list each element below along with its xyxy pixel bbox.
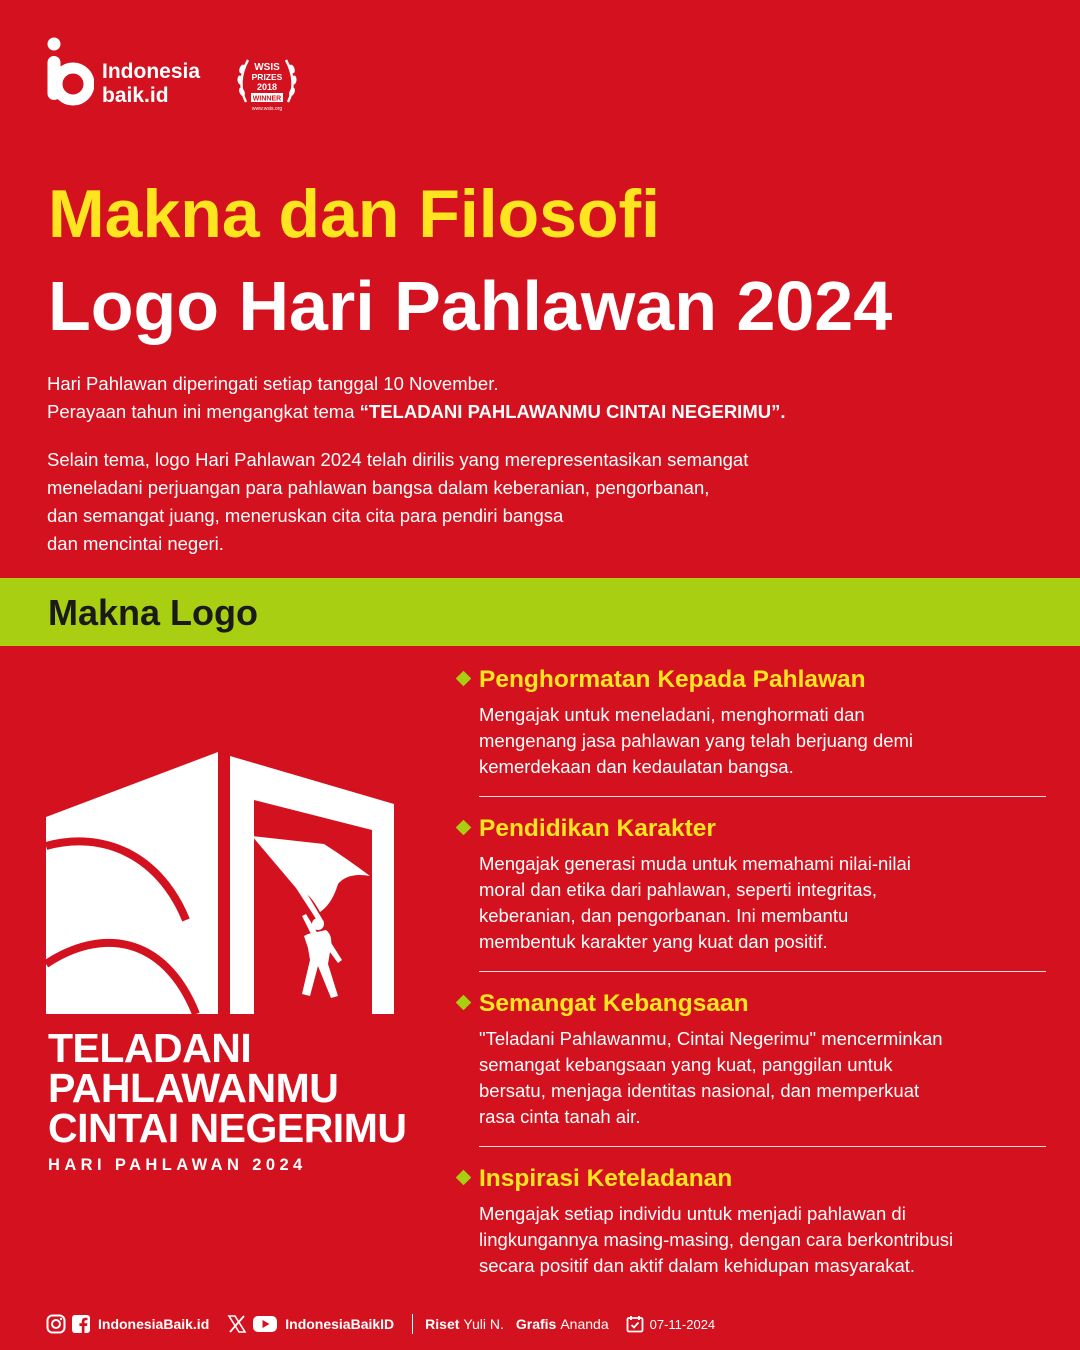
title-line2: Logo Hari Pahlawan 2024 <box>48 267 893 345</box>
logo-wordmark <box>48 1025 448 1175</box>
item-title: Inspirasi Keteladanan <box>479 1165 733 1192</box>
logo-subtitle: HARI PAHLAWAN 2024 <box>48 1156 307 1174</box>
bullet-diamond-icon <box>456 995 472 1011</box>
list-item <box>456 1163 1046 1279</box>
item-desc-line: semangat kebangsaan yang kuat, panggilan untuk <box>479 1054 893 1075</box>
item-desc-line: Mengajak generasi muda untuk memahami nilai-nilai <box>479 853 911 874</box>
award-url: www.wsis.org <box>251 106 283 112</box>
flag-bearer-figure <box>252 836 370 998</box>
item-description <box>479 851 1046 955</box>
indonesiabaik-logo-icon <box>46 36 94 108</box>
divider <box>479 1146 1046 1147</box>
brand-logo <box>46 36 306 120</box>
award-line2: PRIZES <box>251 72 283 82</box>
award-line4: WINNER <box>252 95 282 103</box>
section-band <box>0 578 1080 646</box>
grafis-label: Grafis <box>515 1316 557 1332</box>
intro-paragraph-2 <box>47 446 927 558</box>
intro-line1: Hari Pahlawan diperingati setiap tanggal 10 November. <box>47 373 499 394</box>
item-desc-line: lingkungannya masing-masing, dengan cara berkontribusi <box>479 1229 954 1250</box>
brand-name <box>102 60 200 108</box>
hari-pahlawan-logo-icon <box>46 752 396 1014</box>
x-icon[interactable] <box>227 1314 247 1334</box>
item-desc-line: mengenang jasa pahlawan yang telah berjuang demi <box>479 730 914 751</box>
item-desc-line: Mengajak untuk meneladani, menghormati dan <box>479 704 865 725</box>
item-desc-line: rasa cinta tanah air. <box>479 1106 641 1127</box>
item-desc-line: kemerdekaan dan kedaulatan bangsa. <box>479 756 794 777</box>
list-item <box>456 664 1046 780</box>
intro-p2-line4: dan mencintai negeri. <box>47 533 224 554</box>
instagram-icon[interactable] <box>46 1314 66 1334</box>
title-line1: Makna dan Filosofi <box>48 176 661 252</box>
facebook-icon[interactable] <box>71 1314 91 1334</box>
intro-line2-prefix: Perayaan tahun ini mengangkat tema <box>47 401 360 422</box>
footer-handle-2[interactable]: IndonesiaBaikID <box>285 1316 395 1332</box>
item-desc-line: bersatu, menjaga identitas nasional, dan memperkuat <box>479 1080 920 1101</box>
section-title: Makna Logo <box>48 592 259 633</box>
logo-line3: CINTAI NEGERIMU <box>48 1105 407 1151</box>
brand-name-line2: baik.id <box>102 84 169 107</box>
calendar-icon <box>625 1314 645 1334</box>
bullet-diamond-icon <box>456 671 472 687</box>
footer-separator <box>412 1314 413 1334</box>
item-desc-line: secara positif dan aktif dalam kehidupan masyarakat. <box>479 1255 916 1276</box>
brand-name-line1: Indonesia <box>102 60 201 83</box>
item-desc-line: membentuk karakter yang kuat dan positif. <box>479 931 828 952</box>
wsis-award-badge <box>234 50 300 116</box>
list-item <box>456 988 1046 1130</box>
footer <box>46 1310 1046 1338</box>
item-title: Penghormatan Kepada Pahlawan <box>479 666 866 693</box>
item-description <box>479 702 1046 780</box>
item-desc-line: keberanian, dan pengorbanan. Ini membantu <box>479 905 849 926</box>
page-title <box>48 168 1048 352</box>
award-line1: WSIS <box>254 62 280 73</box>
logo-line2: PAHLAWANMU <box>48 1065 339 1111</box>
item-title: Semangat Kebangsaan <box>479 990 749 1017</box>
divider <box>479 796 1046 797</box>
item-description <box>479 1026 1046 1130</box>
grafis-name: Ananda <box>560 1316 609 1332</box>
intro-paragraph-1 <box>47 370 927 426</box>
item-title: Pendidikan Karakter <box>479 815 716 842</box>
riset-name: Yuli N. <box>463 1316 504 1332</box>
item-desc-line: "Teladani Pahlawanmu, Cintai Negerimu" mencerminkan <box>479 1028 943 1049</box>
item-desc-line: moral dan etika dari pahlawan, seperti integritas, <box>479 879 877 900</box>
item-desc-line: Mengajak setiap individu untuk menjadi pahlawan di <box>479 1203 906 1224</box>
intro-text <box>47 370 927 558</box>
intro-p2-line3: dan semangat juang, meneruskan cita cita para pendiri bangsa <box>47 505 564 526</box>
divider <box>479 971 1046 972</box>
list-item <box>456 813 1046 955</box>
intro-theme: “TELADANI PAHLAWANMU CINTAI NEGERIMU”. <box>359 401 786 422</box>
item-description <box>479 1201 1046 1279</box>
intro-p2-line1: Selain tema, logo Hari Pahlawan 2024 telah dirilis yang merepresentasikan semangat <box>47 449 749 470</box>
youtube-icon[interactable] <box>252 1314 278 1334</box>
riset-label: Riset <box>425 1316 460 1332</box>
footer-handle-1[interactable]: IndonesiaBaik.id <box>98 1316 210 1332</box>
publish-date: 07-11-2024 <box>649 1316 716 1332</box>
intro-p2-line2: meneladani perjuangan para pahlawan bangsa dalam keberanian, pengorbanan, <box>47 477 710 498</box>
bullet-diamond-icon <box>456 1170 472 1186</box>
bullet-diamond-icon <box>456 820 472 836</box>
meaning-list <box>456 664 1046 1279</box>
logo-line1: TELADANI <box>48 1025 252 1071</box>
award-line3: 2018 <box>256 82 278 92</box>
